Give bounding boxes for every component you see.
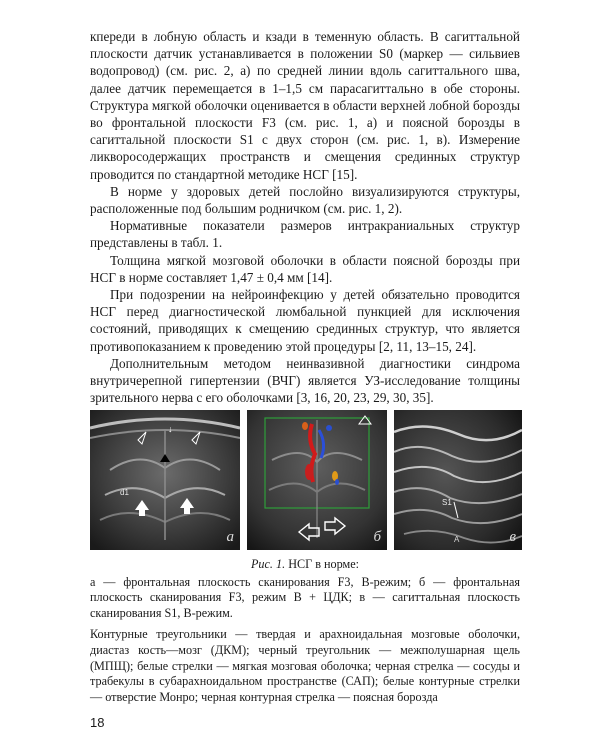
caption-prefix: Рис. 1.	[250, 557, 286, 571]
ultrasound-panel-b	[247, 410, 387, 550]
panel-letter: а	[226, 529, 234, 545]
caption-legend: Контурные треугольники — твердая и арахноидальная мозговые оболочки, диастаз кость—мозг (ДКМ); черный треугольник — межполушарная щель (МПЩ); белые стрелки — мягкая мозговая оболочка; черная стрелка — сосуды и трабекулы в субарахноидальном пространстве (САП); белые контурные стрелки — отверстие Монро; черная контурная стрелка — поясная борозда	[90, 627, 520, 704]
paragraph: Дополнительным методом неинвазивной диагностики синдрома внутричерепной гипертензии (ВЧГ) является УЗ-исследование толщины зрительного нерва с его оболочками [3, 16, 20, 23, 29, 30, 35].	[90, 355, 520, 406]
svg-text:↓: ↓	[168, 424, 173, 434]
paragraph: В норме у здоровых детей послойно визуализируются структуры, расположенные под большим родничком (см. рис. 1, 2).	[90, 183, 520, 217]
body-text	[90, 28, 520, 406]
caption-title	[90, 557, 520, 573]
ultrasound-panel-c	[394, 410, 522, 550]
panel-letter: б	[373, 529, 381, 545]
caption-text: а — фронтальная плоскость сканирования F3, В-режим; б — фронтальная плоскость сканирования F3, режим В + ЦДК; в — сагиттальная плоскость сканирования S1, В-режим.	[90, 574, 520, 620]
figure-ultrasound-images	[90, 410, 522, 550]
paragraph: Нормативные показатели размеров интракраниальных структур представлены в табл. 1.	[90, 218, 520, 251]
svg-text:A: A	[454, 535, 460, 544]
caption-heading: НСГ в норме:	[288, 557, 360, 571]
paragraph: кпереди в лобную область и кзади в теменную область. В сагиттальной плоскости датчик устанавливается в положении S0 (маркер — сильвиев водопровод) (см. рис. 2, а) по средней линии вдоль сагиттального шва, далее датчик перемещается в 1–1,5 см парасагиттально в обе стороны. Структура мягкой оболочки оценивается в области верхней лобной борозды во фронтальной плоскости F3 (см. рис. 1, а) и поясной борозды в сагиттальной плоскости S1 с двух сторон (см. рис. 1, в). Измерение ликворосодержащих пространств и смещения срединных структур проводится по стандартной методике НСГ [15].	[90, 29, 520, 182]
paragraph: Толщина мягкой мозговой оболочки в области поясной борозды при НСГ в норме составляет 1,47 ± 0,4 мм [14].	[90, 252, 520, 285]
panel-letter: в	[509, 529, 516, 545]
figure-caption	[90, 557, 520, 705]
page-number: 18	[90, 715, 105, 730]
measurement-label: S1	[442, 498, 452, 507]
measurement-label: d1	[120, 488, 129, 497]
paragraph: При подозрении на нейроинфекцию у детей обязательно проводится НСГ перед диагностической люмбальной пункцией для исключения состояний, приводящих к смещению срединных структур, что является противопоказанием к проведению этой процедуры [2, 11, 13–15, 24].	[90, 287, 520, 354]
ultrasound-panel-a	[90, 410, 240, 550]
